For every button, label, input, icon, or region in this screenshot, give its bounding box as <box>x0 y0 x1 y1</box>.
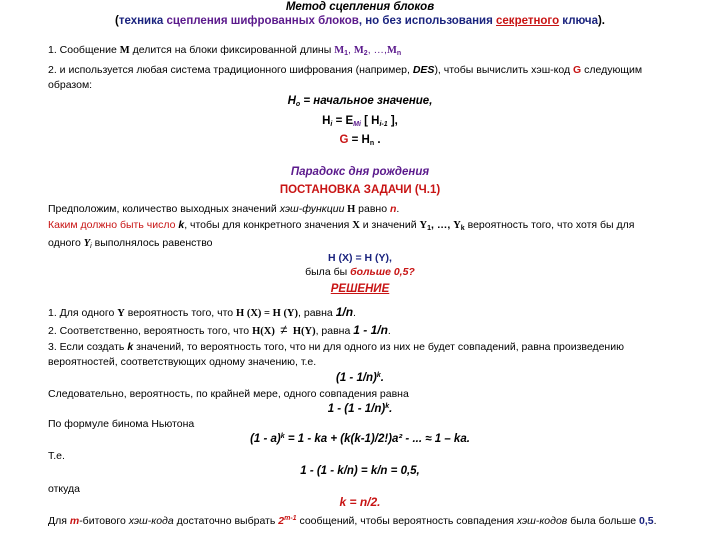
formula-approx: 1 - (1 - k/n) = k/n = 0,5, <box>300 465 420 477</box>
paradox-line-1: Предположим, количество выходных значений хэш-функции H равно n. <box>48 203 400 215</box>
paradox-title: Парадокс дня рождения <box>290 166 430 178</box>
paradox-equation: H (X) = H (Y), <box>328 252 392 264</box>
formula-g: $G = H_n$ . <box>339 134 381 147</box>
paradox-subtitle: ПОСТАНОВКА ЗАДАЧИ (Ч.1) <box>279 184 441 196</box>
solution-step-1: 1. Для одного Y вероятность того, что H (X) = H (Y), равна 1/n. <box>48 305 356 319</box>
solution-hence: откуда <box>48 483 80 495</box>
paradox-line-3: одного $Y_i$ выполнялось равенство <box>48 237 213 250</box>
solution-step-5: По формуле бинома Ньютона <box>48 418 195 430</box>
formula-h0: $H_o$ = начальное значение, <box>287 95 433 108</box>
not-equal-sign: ≠ <box>280 322 288 337</box>
formula-hi: $H_i = E_{Mi}$ [ $H_{i-1}$ ], <box>322 115 398 128</box>
solution-heading: РЕШЕНИЕ <box>330 283 390 295</box>
solution-step-4: Следовательно, вероятность, по крайней мере, одного совпадения равна <box>48 388 409 400</box>
solution-ie: Т.е. <box>48 450 65 462</box>
page-subtitle: (техника сцепления шифрованных блоков, но без использования секретного ключа). <box>114 15 605 27</box>
formula-match: 1 - (1 - 1/n)$^k$. <box>327 403 393 415</box>
formula-result: k = n/2. <box>339 495 381 509</box>
chaining-step-2-cont: образом: <box>48 79 93 91</box>
chaining-step-2: 2. и используется любая система традиционного шифрования (например, DES), чтобы вычислить хэш-код G следующим <box>48 64 643 76</box>
solution-conclusion: Для m-битового хэш-кода достаточно выбрать 2$^{m-1}$ сообщений, чтобы вероятность совпадения хэш-кодов была больше 0,5. <box>48 515 657 527</box>
chaining-step-1: 1. Сообщение M делится на блоки фиксированной длины $M_1$, $M_2$, $\dots,M_n$ <box>48 44 402 57</box>
formula-binomial: (1 - a)$^k$ = 1 - ka + (k(k-1)/2!)a² - ... ≈ 1 – ka. <box>250 433 470 445</box>
secret-word: секретного <box>496 15 560 27</box>
solution-step-2: 2. Соответственно, вероятность того, что H(X) ≠ H(Y), равна 1 - 1/n. <box>48 322 391 337</box>
paradox-question: была бы больше 0,5? <box>305 266 415 278</box>
solution-step-3: 3. Если создать k значений, то вероятность того, что ни для одного из них не будет совпадений, равна произведению <box>48 341 624 353</box>
paradox-line-2: Каким должно быть число k, чтобы для конкретного значения X и значений $Y_1$, …, $Y_k$ вероятность того, что хотя бы для <box>48 219 635 232</box>
page-title: Метод сцепления блоков <box>285 1 435 13</box>
formula-no-match: (1 - 1/n)$^k$. <box>336 372 384 384</box>
solution-step-3-cont: вероятностей, соответствующих одному значению, т.е. <box>48 356 317 368</box>
